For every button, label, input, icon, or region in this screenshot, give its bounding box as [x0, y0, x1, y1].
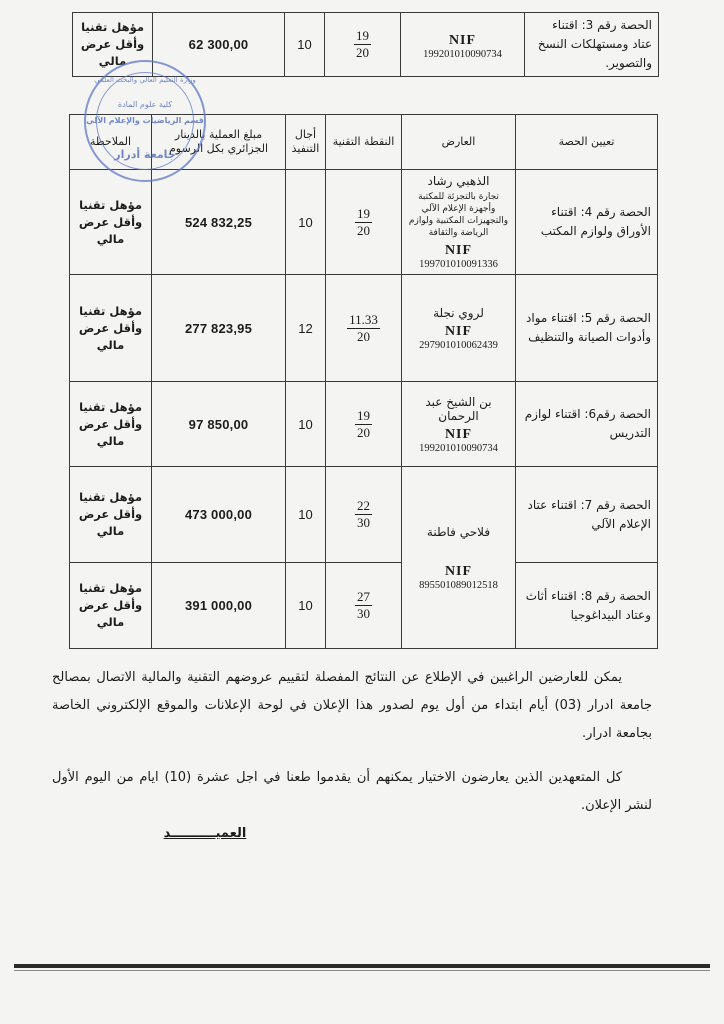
bidder-cell — [401, 13, 525, 77]
score-fraction: $\frac{11.33}{20}$ — [349, 311, 378, 344]
stamp-text-department: قسم الرياضيات والإعلام الآلي — [86, 116, 204, 125]
remark-cell: مؤهل تقنيا وأقل عرض مالي — [70, 467, 152, 563]
amount-cell: 524 832,25 — [152, 170, 286, 275]
delay-cell: 10 — [286, 382, 326, 467]
amount-cell: 473 000,00 — [152, 467, 286, 563]
remark-cell: مؤهل تقنيا وأقل عرض مالي — [70, 170, 152, 275]
amount-cell: 97 850,00 — [152, 382, 286, 467]
notice-paragraph-review: يمكن للعارضين الراغبين في الإطلاع عن النتائج المفصلة لتقييم عروضهم التقنية والمالية الاتصال بمصالح جامعة ادرار (03) أيام ابتداء من أول يوم لصدور هذا الإعلان في لوحة الإعلانات والموقع الإلكتروني الخاصة بجامعة ادرار. — [52, 670, 653, 741]
score-cell — [326, 382, 402, 467]
nif-number: 199701010091336 — [419, 259, 498, 270]
delay-cell: 10 — [286, 467, 326, 563]
table-row — [70, 382, 658, 467]
bidder-name: الذهبي رشاد — [427, 174, 490, 188]
bidder-cell — [402, 467, 516, 649]
remark-cell: مؤهل تقنيا وأقل عرض مالي — [70, 275, 152, 382]
table-header-row — [70, 115, 658, 170]
score-cell — [325, 13, 401, 77]
score-fraction: $\frac{19}{20}$ — [357, 407, 370, 440]
amount-cell: 277 823,95 — [152, 275, 286, 382]
score-fraction: $\frac{22}{30}$ — [357, 498, 370, 530]
delay-cell: 10 — [285, 13, 325, 77]
nif-label: NIF — [448, 33, 477, 48]
nif-label: NIF — [444, 563, 473, 579]
bidder-name: لروي نجلة — [433, 305, 484, 320]
remark-cell: مؤهل تقنيا وأقل عرض مالي — [70, 563, 152, 649]
table-row — [70, 467, 658, 563]
amount-cell: 391 000,00 — [152, 563, 286, 649]
page-bottom-rule — [14, 964, 710, 968]
remark-cell: مؤهل تقنيا وأقل عرض مالي — [70, 382, 152, 467]
score-cell — [326, 275, 402, 382]
nif-label: NIF — [444, 323, 473, 339]
page-bottom-rule-thin — [14, 970, 710, 971]
header-score: النقطة التقنية — [326, 115, 402, 170]
table-row — [70, 275, 658, 382]
delay-cell: 10 — [286, 170, 326, 275]
lot-cell: الحصة رقم 7: اقتناء عتاد الإعلام الآلي — [516, 467, 658, 563]
lot-cell: الحصة رقم 8: اقتناء أثاث وعتاد البيداغوجيا — [516, 563, 658, 649]
score-fraction: $\frac{19}{20}$ — [356, 28, 369, 60]
score-cell — [326, 563, 402, 649]
bidder-activity: تجارة بالتجزئة للمكتبة وأجهزة الإعلام الآلي والتجهيزات المكتبية ولوازم الرياضة والثقافة — [408, 192, 509, 238]
nif-number: 199201010090734 — [419, 442, 498, 454]
nif-number: 895501089012518 — [419, 579, 498, 591]
stamp-text-university: جامعة أدرار — [114, 148, 176, 161]
score-cell — [326, 170, 402, 275]
bidder-name: بن الشيخ عبد الرحمان — [425, 394, 492, 423]
nif-number: 199201010090734 — [423, 49, 502, 60]
score-fraction: $\frac{27}{30}$ — [357, 589, 370, 621]
lot-cell: الحصة رقم 3: اقتناء عتاد ومستهلكات النسخ والتصوير. — [525, 13, 659, 77]
lot-cell: الحصة رقم6: اقتناء لوازم التدريس — [516, 382, 658, 467]
table-row — [70, 563, 658, 649]
table-row — [70, 170, 658, 275]
nif-number: 297901010062439 — [419, 339, 498, 351]
bidder-cell — [402, 170, 516, 275]
header-remarks: الملاحظة — [70, 115, 152, 170]
score-cell — [326, 467, 402, 563]
table-row — [73, 13, 659, 77]
delay-cell: 12 — [286, 275, 326, 382]
remark-cell: مؤهل تقنيا وأقل عرض مالي — [73, 13, 153, 77]
header-amount: مبلغ العملية بالدينار الجزائري بكل الرسوم — [152, 115, 286, 170]
header-delay: أجال التنفيذ — [286, 115, 326, 170]
dean-signature-label: العميــــــــــد — [163, 826, 247, 841]
delay-cell: 10 — [286, 563, 326, 649]
header-lot: تعيين الحصة — [516, 115, 658, 170]
bidder-name: فلاحي فاطنة — [426, 524, 491, 539]
bidder-cell — [402, 382, 516, 467]
notice-paragraph-appeal: كل المتعهدين الذين يعارضون الاختيار يمكنهم أن يقدموا طعنا في اجل عشرة (10) ايام من اليوم الأول لنشر الإعلان. — [52, 770, 652, 813]
results-table-continuation — [72, 12, 659, 77]
results-table — [69, 114, 658, 649]
stamp-text-ministry: وزارة التعليم العالي والبحث العلمي — [94, 76, 196, 84]
stamp-text-faculty: كلية علوم المادة — [117, 100, 173, 109]
nif-label: NIF — [444, 243, 473, 258]
nif-label: NIF — [444, 426, 473, 442]
bidder-cell — [402, 275, 516, 382]
lot-cell: الحصة رقم 4: اقتناء الأوراق ولوازم المكتب — [516, 170, 658, 275]
score-fraction: $\frac{19}{20}$ — [357, 205, 370, 238]
header-bidder: العارض — [402, 115, 516, 170]
amount-cell: 62 300,00 — [153, 13, 285, 77]
lot-cell: الحصة رقم 5: اقتناء مواد وأدوات الصيانة والتنظيف — [516, 275, 658, 382]
